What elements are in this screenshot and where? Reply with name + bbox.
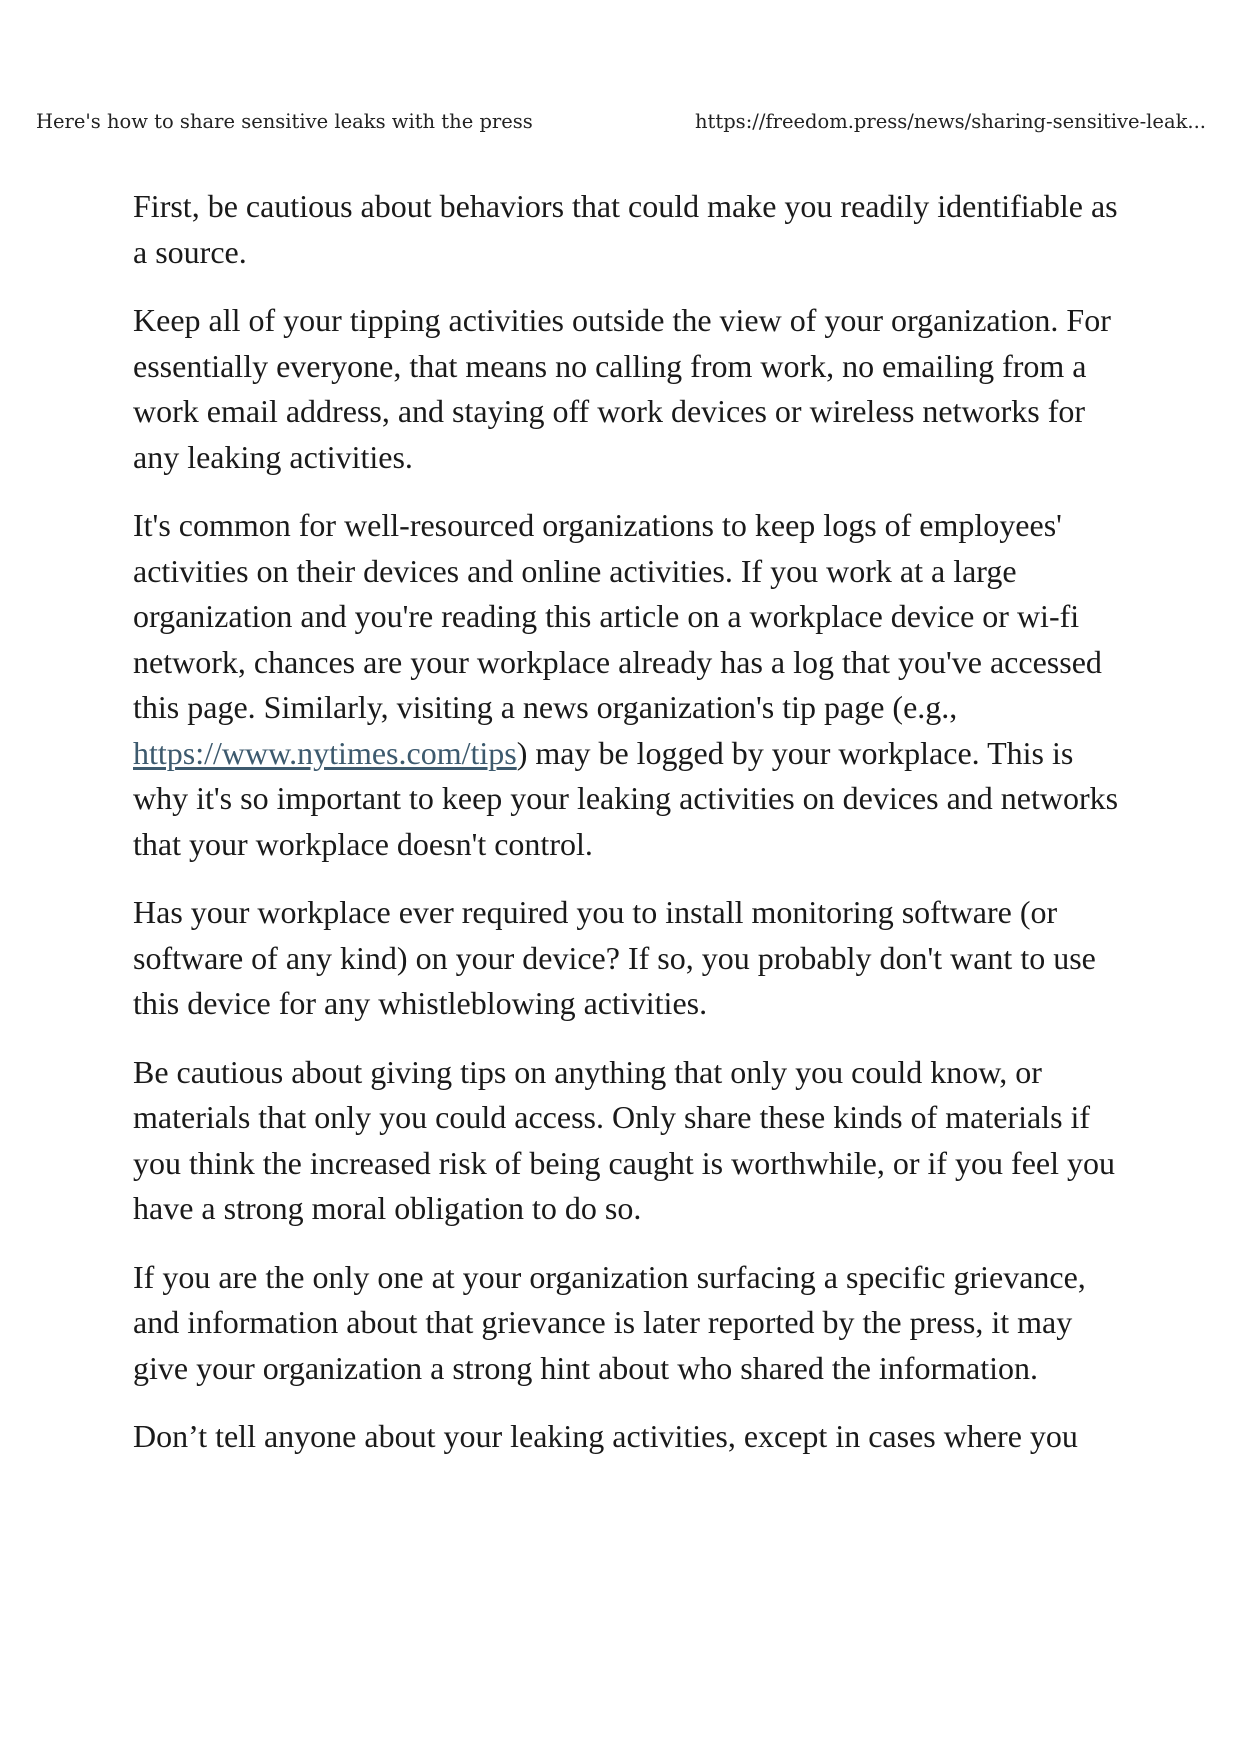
page-url: https://freedom.press/news/sharing-sensitive-leak... xyxy=(694,110,1206,133)
paragraph-outside-view: Keep all of your tipping activities outside the view of your organization. For essentially everyone, that means no calling from work, no emailing from a work email address, and staying off work devices or wireless networks for any leaking activities. xyxy=(133,302,1111,475)
paragraph-text: It's common for well-resourced organizations to keep logs of employees' activities on their devices and online activities. If you work at a large organization and you're reading this article on a workplace device or wi-fi network, chances are your workplace already has a log that you've accessed this page. Similarly, visiting a news organization's tip page (e.g., xyxy=(133,507,1102,725)
nytimes-tips-link[interactable]: https://www.nytimes.com/tips xyxy=(133,734,517,771)
paragraph-identifiable: First, be cautious about behaviors that could make you readily identifiable as a source. xyxy=(133,188,1118,270)
paragraph-specific-grievance: If you are the only one at your organization surfacing a specific grievance, and information about that grievance is later reported by the press, it may give your organization a strong hint about who shared the information. xyxy=(133,1258,1086,1386)
paragraph-workplace-logs xyxy=(133,503,1123,867)
paragraph-text: ) may be logged by your workplace. This is why it's so important to keep your leaking activities on devices and networks that your workplace doesn't control. xyxy=(133,734,1119,862)
page-title: Here's how to share sensitive leaks with the press xyxy=(36,110,533,133)
paragraph-monitoring-software: Has your workplace ever required you to install monitoring software (or software of any kind) on your device? If so, you probably don't want to use this device for any whistleblowing activities. xyxy=(133,894,1096,1021)
print-header xyxy=(36,108,1206,136)
paragraph-dont-tell: Don’t tell anyone about your leaking activities, except in cases where you xyxy=(133,1418,1078,1454)
paragraph-unique-knowledge: Be cautious about giving tips on anything that only you could know, or materials that only you could access. Only share these kinds of materials if you think the increased risk of being caught is worthwhile, or if you feel you have a strong moral obligation to do so. xyxy=(133,1053,1115,1226)
article-body xyxy=(133,184,1123,1483)
